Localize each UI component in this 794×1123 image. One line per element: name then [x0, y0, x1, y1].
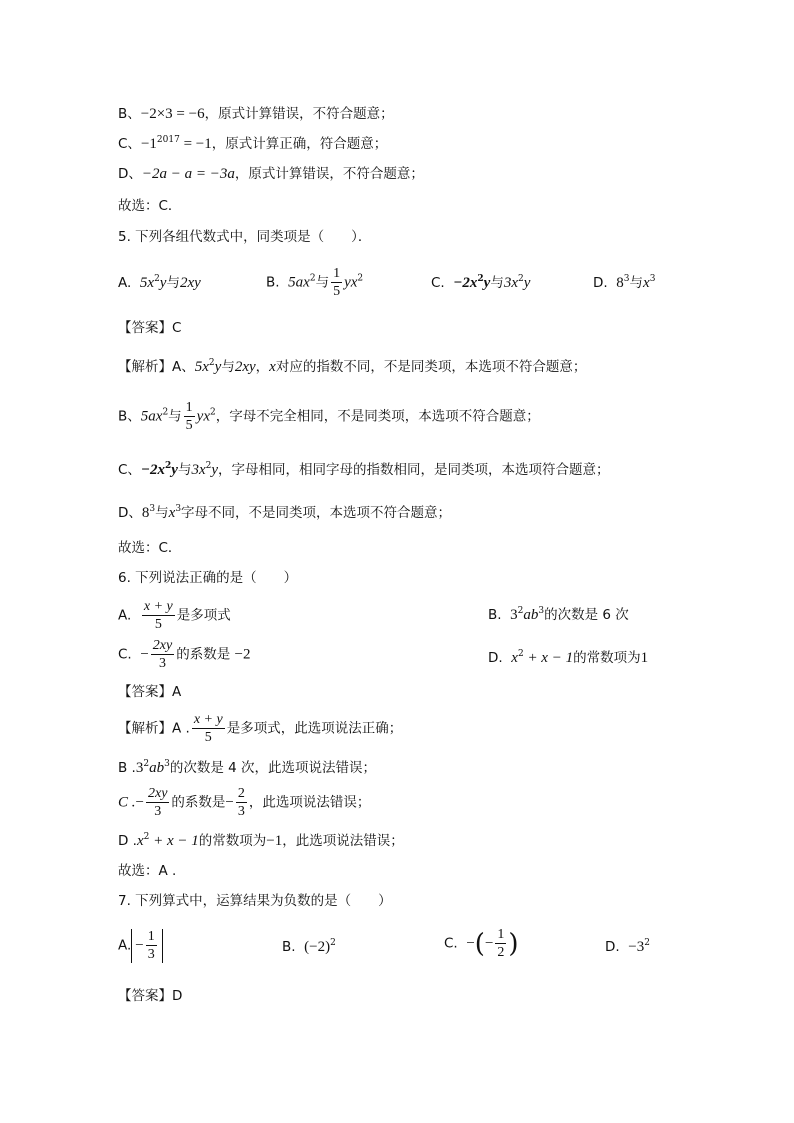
denominator: 5 — [154, 617, 162, 633]
connector-text: 与 — [155, 505, 169, 521]
minus-sign: − — [135, 937, 144, 954]
conclusion: 故选：C． — [118, 198, 182, 214]
option-label: D. — [593, 275, 608, 291]
exponent: 2 — [154, 274, 160, 284]
numerator: 1 — [331, 266, 342, 283]
minus-sign: − — [135, 794, 144, 811]
math-term: −2 — [234, 646, 251, 663]
option-label: C. — [444, 935, 458, 952]
fraction — [495, 927, 506, 961]
q7-option-d — [605, 940, 650, 955]
exponent: 2 — [162, 407, 169, 418]
connector-text: 与 — [490, 275, 504, 291]
q6-explanation-d — [118, 834, 404, 849]
math-term: −2x — [140, 462, 166, 478]
q5-conclusion: 故选：C． — [118, 540, 182, 556]
numerator: 2 — [236, 786, 247, 803]
denominator: 5 — [204, 730, 212, 746]
exponent: 3 — [149, 504, 156, 514]
connector-text: 与 — [168, 408, 182, 425]
connector-text: 的常数项为 — [198, 833, 267, 849]
q6-option-c — [118, 638, 250, 672]
q5-explanation-c — [118, 463, 610, 478]
exponent: 2 — [205, 461, 212, 471]
math-term: 3 — [510, 607, 518, 623]
explanation-head: 【解析】A . — [118, 720, 190, 737]
option-label: A. — [118, 607, 132, 624]
absolute-value — [131, 929, 162, 963]
denominator: 3 — [159, 656, 166, 672]
connector-text: 与 — [221, 359, 235, 375]
connector-text: 与 — [315, 274, 330, 291]
exponent: 2 — [165, 461, 172, 471]
exponent: 2 — [309, 273, 316, 284]
q6-answer: 【答案】A — [118, 684, 182, 700]
fraction — [184, 400, 195, 434]
connector-text: 与 — [177, 462, 192, 478]
option-label: B. — [266, 274, 280, 291]
numerator: 2xy — [146, 786, 169, 803]
math-term: y — [523, 275, 531, 291]
q7-answer: 【答案】D — [118, 988, 183, 1004]
minus-sign: − — [225, 794, 234, 811]
question-6-stem: 6. 下列说法正确的是（ ） — [118, 570, 298, 586]
q5-answer: 【答案】C — [118, 320, 182, 336]
fraction — [146, 786, 169, 820]
q6-option-d — [488, 651, 648, 666]
q5-option-a — [118, 276, 201, 291]
math-term: y — [214, 359, 222, 375]
q6-conclusion: 故选：A . — [118, 863, 177, 879]
exponent: 2 — [477, 274, 484, 284]
line-text: 是多项式，此选项说法正确； — [226, 720, 403, 737]
option-label: B. — [488, 607, 502, 623]
line-prefix: C、 — [118, 462, 141, 478]
exponent: 2017 — [156, 135, 180, 145]
math-expression: = −1 — [179, 136, 212, 152]
exponent: 2 — [644, 938, 650, 948]
numerator: x + y — [192, 712, 225, 729]
exponent: 3 — [538, 606, 545, 616]
denominator: 5 — [185, 418, 193, 434]
solution-line-b — [118, 107, 394, 122]
denominator: 2 — [497, 945, 505, 961]
question-5-stem: 5. 下列各组代数式中，同类项是（ ）． — [118, 229, 372, 245]
denominator: 3 — [237, 804, 245, 820]
q7-option-b — [282, 940, 336, 955]
option-label: A. — [118, 937, 132, 954]
q6-option-a — [118, 599, 231, 633]
q6-explanation-c — [118, 786, 370, 820]
option-label: A. — [118, 275, 132, 291]
option-label: C. — [431, 275, 445, 291]
math-term: 5ax — [140, 408, 163, 425]
minus-sign: − — [466, 935, 475, 952]
math-term: x — [136, 833, 144, 849]
q6-explanation-b — [118, 761, 376, 776]
math-term: 2xy — [179, 275, 201, 291]
fraction — [142, 599, 175, 633]
separator: ， — [255, 359, 270, 375]
fraction — [236, 786, 247, 820]
exponent: 2 — [210, 407, 216, 418]
exponent: 2 — [517, 649, 524, 659]
minus-sign: − — [140, 646, 149, 663]
fraction — [151, 638, 174, 672]
line-prefix: B、 — [118, 408, 141, 425]
fraction — [192, 712, 225, 746]
minus-sign: − — [484, 935, 494, 952]
math-term: yx — [344, 274, 358, 291]
line-prefix: B . — [118, 760, 136, 776]
connector-text: 与 — [166, 275, 180, 291]
exponent: 2 — [143, 759, 150, 769]
q5-option-d — [593, 276, 655, 291]
math-term: ab — [149, 760, 165, 776]
connector-text: 的系数是 — [171, 794, 226, 811]
math-term: y — [159, 275, 167, 291]
left-paren: ( — [474, 928, 485, 959]
math-term: 3x — [503, 275, 519, 291]
q5-option-c — [431, 276, 530, 291]
numerator: 2xy — [151, 638, 174, 655]
fraction — [146, 929, 157, 963]
line-prefix: C、 — [118, 136, 141, 152]
line-prefix: D . — [118, 833, 137, 849]
denominator: 3 — [154, 804, 162, 820]
option-label: D. — [488, 650, 503, 666]
explanation-head: 【解析】A、 — [118, 359, 195, 375]
exponent: 3 — [164, 759, 170, 769]
math-term: y — [171, 462, 178, 478]
option-label: B. — [282, 939, 296, 955]
numerator: 1 — [495, 927, 506, 944]
q5-explanation-b — [118, 400, 540, 434]
exponent: 2 — [517, 606, 524, 616]
line-prefix: C . — [118, 794, 136, 811]
exponent: 3 — [175, 504, 182, 514]
math-term: ab — [523, 607, 539, 623]
q7-option-c — [444, 927, 519, 961]
math-term: x — [511, 650, 518, 666]
math-term: x — [168, 505, 176, 521]
math-term: y — [211, 462, 219, 478]
math-term: −1 — [266, 833, 283, 849]
solution-line-c — [118, 137, 387, 152]
line-text: 的次数是 4 次，此选项说法错误； — [169, 760, 376, 776]
question-7-stem: 7. 下列算式中，运算结果为负数的是（ ） — [118, 893, 392, 909]
math-term: yx — [196, 408, 210, 425]
option-label: C. — [118, 646, 132, 663]
math-term: 8 — [141, 505, 150, 521]
fraction — [331, 266, 342, 300]
line-prefix: D、 — [118, 505, 142, 521]
math-term: 2xy — [234, 359, 256, 375]
math-term: 5x — [139, 275, 155, 291]
math-term: x — [269, 359, 276, 375]
q7-option-a — [118, 929, 163, 963]
option-text: 的次数是 6 次 — [544, 607, 629, 623]
math-term: x — [643, 275, 650, 291]
math-term: + x − 1 — [523, 650, 574, 666]
exponent: 2 — [518, 274, 524, 284]
q6-explanation-a — [118, 712, 402, 746]
option-text: 是多项式 — [176, 607, 231, 624]
math-term: y — [483, 275, 491, 291]
connector-text: 与 — [629, 275, 644, 291]
math-term: (−2) — [304, 939, 331, 955]
option-text: 的常数项为 — [573, 650, 641, 666]
line-text: ，字母不完全相同，不是同类项，本选项不符合题意； — [215, 408, 540, 425]
exponent: 3 — [649, 274, 656, 284]
line-text: 字母不同，不是同类项，本选项不符合题意； — [181, 505, 452, 521]
exponent: 2 — [143, 832, 150, 842]
math-term: 3 — [135, 760, 144, 776]
math-term: 8 — [616, 275, 624, 291]
numerator: 1 — [184, 400, 195, 417]
exponent: 2 — [357, 273, 364, 284]
denominator: 5 — [333, 284, 341, 300]
q5-option-b — [266, 266, 363, 300]
line-text: ，原式计算错误，不符合题意； — [234, 166, 424, 182]
math-expression: −2×3 = −6 — [140, 106, 205, 122]
line-prefix: D、 — [118, 166, 142, 182]
math-term: 5ax — [288, 274, 310, 291]
math-expression: −2a − a = −3a — [141, 166, 235, 182]
numerator: 1 — [146, 929, 157, 946]
line-prefix: B、 — [118, 106, 141, 122]
q5-explanation-a — [118, 360, 586, 375]
option-text: 的系数是 — [176, 646, 231, 663]
q5-explanation-d — [118, 506, 451, 521]
math-term: −2x — [453, 275, 478, 291]
line-text: ，原式计算正确，符合题意； — [211, 136, 388, 152]
numerator: x + y — [142, 599, 175, 616]
option-label: D. — [605, 939, 620, 955]
line-text: ，此选项说法错误； — [248, 794, 371, 811]
math-term: 1 — [640, 650, 649, 666]
right-paren: ) — [508, 928, 519, 959]
math-term: 3x — [191, 462, 206, 478]
line-text: ，原式计算错误，不符合题意； — [204, 106, 394, 122]
math-term: + x − 1 — [149, 833, 199, 849]
q6-option-b — [488, 608, 629, 623]
solution-line-d — [118, 167, 424, 182]
exponent: 2 — [208, 358, 215, 368]
line-text: ，字母相同，相同字母的指数相同，是同类项，本选项符合题意； — [218, 462, 610, 478]
math-term: 5x — [194, 359, 209, 375]
line-text: 对应的指数不同，不是同类项，本选项不符合题意； — [275, 359, 587, 375]
exponent: 2 — [330, 938, 336, 948]
line-text: ，此选项说法错误； — [282, 833, 404, 849]
exponent: 3 — [623, 274, 630, 284]
math-expression: −1 — [140, 136, 157, 152]
denominator: 3 — [147, 947, 155, 963]
math-term: −3 — [628, 939, 645, 955]
